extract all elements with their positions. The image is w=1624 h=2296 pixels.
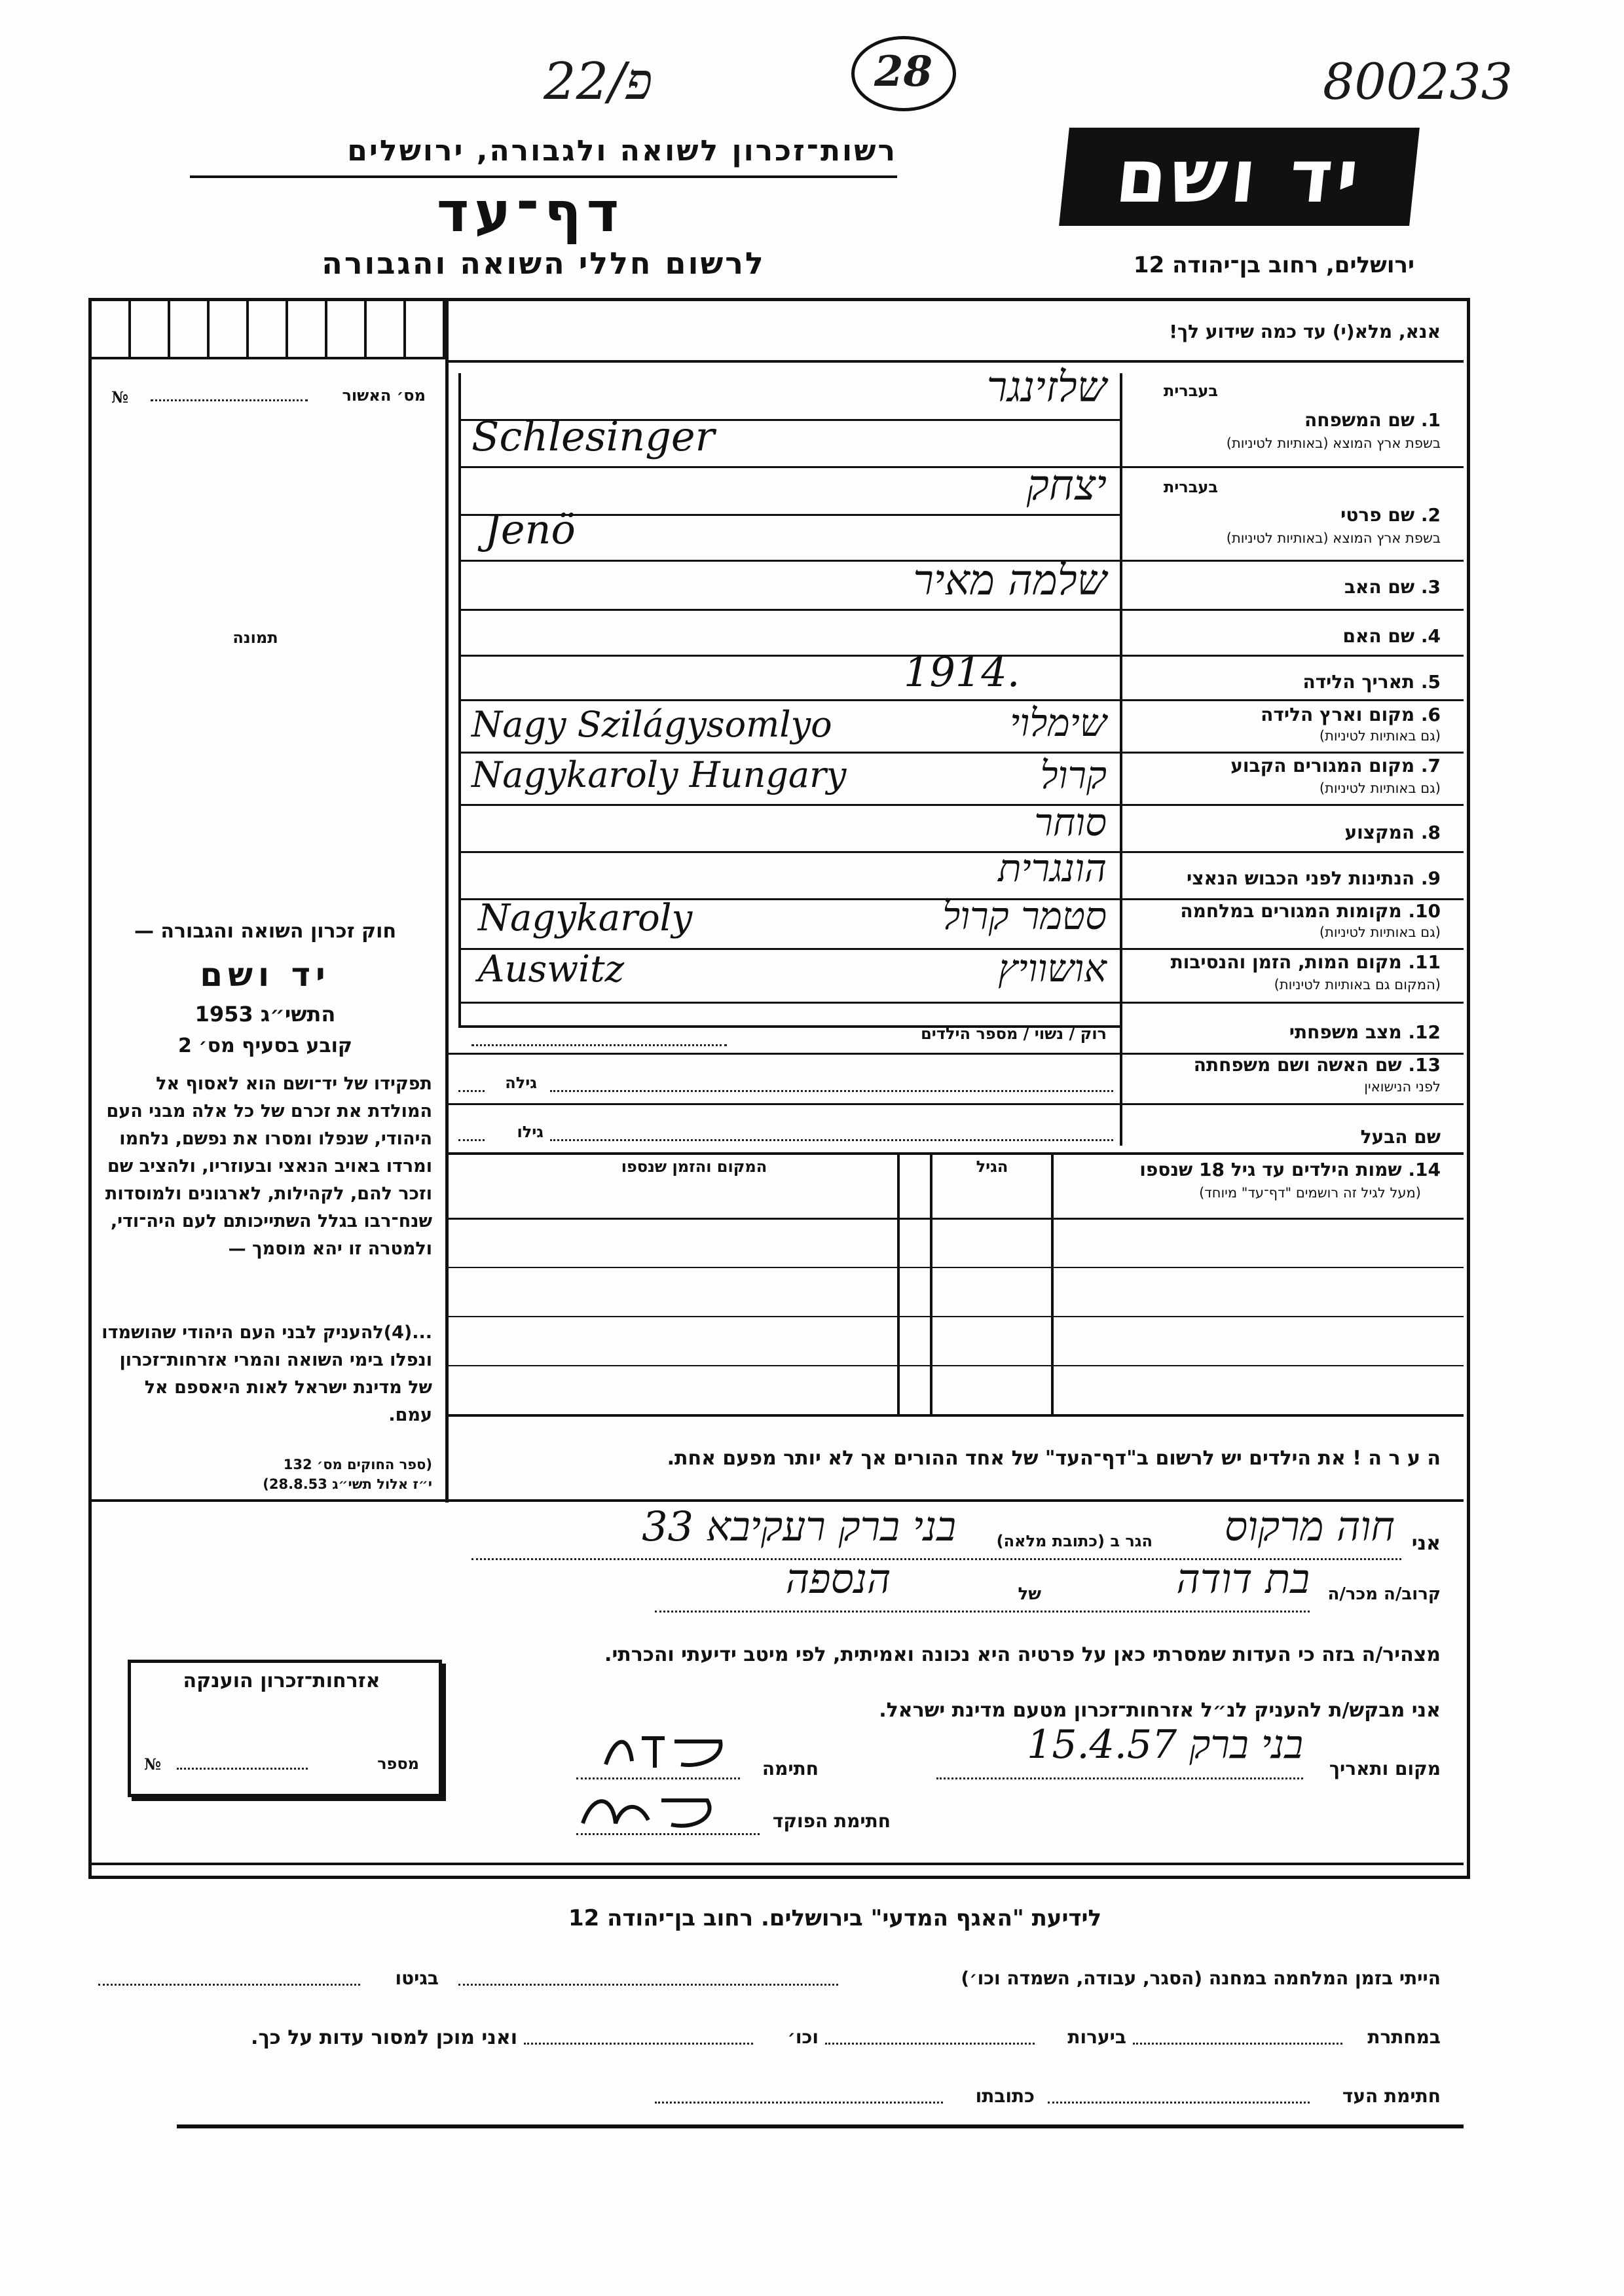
bottom-heading: לידיעת "האגף המדעי" בירושלים. רחוב בן־יהודה 12 xyxy=(568,1905,1102,1931)
handwritten-ref: 22/פ xyxy=(544,52,653,111)
children-bottom xyxy=(449,1414,1464,1417)
citizenship-box xyxy=(128,1660,442,1797)
intro-text: אנא, מלא(י) עד כמה שידוע לך! xyxy=(1169,321,1441,342)
citizenship-number-dots xyxy=(177,1768,308,1770)
field-3-label xyxy=(1153,576,1441,598)
circled-number xyxy=(851,36,956,111)
row-11-end xyxy=(461,1002,1464,1004)
intro-rule xyxy=(449,360,1464,363)
field-7-num: 7. xyxy=(1420,755,1441,776)
citizenship-number-label: מספר xyxy=(377,1755,419,1773)
officer-signature-mark xyxy=(576,1784,740,1836)
law-title: חוק זכרון השואה והגבורה — xyxy=(134,920,397,943)
field-5-num: 5. xyxy=(1420,671,1441,693)
law-name: יד ושם xyxy=(200,956,331,994)
field-11-value-lat[interactable]: Auswitz xyxy=(478,948,625,991)
children-col-div-2 xyxy=(930,1152,932,1414)
field-9-label xyxy=(1153,867,1441,889)
field-10-value-he[interactable]: סטמר קרול xyxy=(942,894,1107,938)
field-1-text: שם המשפחה xyxy=(1304,409,1415,431)
in-hebrew-1: בעברית xyxy=(1163,382,1218,400)
field-3-value[interactable]: שלמה מאיר xyxy=(913,556,1107,605)
field-5-text: תאריך הלידה xyxy=(1302,671,1415,693)
field-7-value-lat[interactable]: Nagykaroly Hungary xyxy=(471,754,847,795)
children-row-3 xyxy=(449,1365,1464,1366)
label-column-divider xyxy=(1120,373,1122,1146)
approval-tick-boxes xyxy=(92,301,445,359)
field-6-value-he[interactable]: שימלוי xyxy=(1010,701,1107,745)
field-2-value-he[interactable]: יצחק xyxy=(1026,462,1107,510)
children-row-1 xyxy=(449,1267,1464,1268)
witness-sig-dots xyxy=(1048,2102,1310,2104)
children-sub: (מעל לגיל זה רושמים "דף־עד" מיוחד) xyxy=(1199,1185,1421,1201)
age-label-husband: גילו xyxy=(517,1123,544,1141)
row-3-end xyxy=(461,609,1464,611)
declare-text: מצהיר/ה בזה כי העדות שמסרתי כאן על פרטיה היא נכונה ואמיתית, לפי מיטב ידיעתי והכרתי. xyxy=(604,1643,1441,1666)
bottom-frame-edge xyxy=(177,2124,1464,2128)
handwritten-number: 800233 xyxy=(1323,52,1513,111)
field-8-value[interactable]: סוחר xyxy=(1034,800,1107,845)
row-13-end xyxy=(449,1103,1464,1105)
forests-dots xyxy=(825,2043,1035,2045)
field-9-value[interactable]: הונגרית xyxy=(998,846,1107,890)
law-ref-1: (ספר החוקים מס׳ 132 xyxy=(283,1457,432,1472)
law-body: תפקידו של יד־ושם הוא לאסוף אל המולדת את זכרם של כל אלה מבני העם היהודי, שנפלו ומסרו את נפשם, נלחמו ומרדו באויב הנאצי ובעוזריו, ולהציב שם וזכר להם, לקהילות, לארגונים ולמוסדות שנח־רבו בגלל השתייכותם לעם היה־ודי, ולמטרה זו יהא מוסמך — xyxy=(105,1074,432,1259)
etc-label: וכו׳ xyxy=(787,2026,819,2048)
law-year: התשי״ג 1953 xyxy=(194,1002,336,1027)
field-6-num: 6. xyxy=(1420,704,1441,725)
field-10-num: 10. xyxy=(1408,900,1441,922)
signature-dots xyxy=(576,1777,740,1779)
law-ref-2: י״ז אלול תשי״ג 28.8.53) xyxy=(263,1476,432,1492)
resides-label: הגר ב (כתובת מלאה) xyxy=(996,1532,1153,1550)
field-3-num: 3. xyxy=(1420,576,1441,598)
relation-value-2[interactable]: הנספה xyxy=(785,1555,891,1603)
husband-label: שם הבעל xyxy=(1360,1126,1441,1148)
signature-mark xyxy=(602,1728,727,1774)
field-1-sub: בשפת ארץ המוצא (באותיות לטיניות) xyxy=(1226,435,1441,451)
underground-label: במחתרת xyxy=(1367,2026,1441,2048)
law-body-2: ...(4)להעניק לבני העם היהודי שהושמדו ונפלו בימי השואה והמרי אזרחות־זכרון של מדינת ישראל לאות היאספם אל עמם. xyxy=(101,1322,432,1425)
field-6-text: מקום וארץ הלידה xyxy=(1261,704,1415,725)
field-11-text: מקום המות, הזמן והנסיבות xyxy=(1170,951,1402,973)
address-header: ירושלים, רחוב בן־יהודה 12 xyxy=(1133,252,1414,278)
field-9-num: 9. xyxy=(1420,867,1441,889)
field-7-label xyxy=(1153,755,1441,776)
yad-vashem-logo xyxy=(1059,128,1420,226)
citizenship-title: אזרחות־זכרון הוענקה xyxy=(183,1669,380,1692)
field-11-value-he[interactable]: אושוויץ xyxy=(998,946,1107,991)
field-8-label xyxy=(1153,822,1441,843)
row-6-end xyxy=(461,752,1464,754)
approval-label: מס׳ האשור xyxy=(342,386,426,405)
relation-label: קרוב/ה מכר/ה xyxy=(1327,1584,1441,1604)
approval-dots xyxy=(151,399,308,401)
field-7-value-he[interactable]: קרול xyxy=(1040,753,1107,797)
field-2-value-lat[interactable]: Jenö xyxy=(485,505,576,553)
field-12-label xyxy=(1153,1021,1441,1043)
address-dots xyxy=(655,2102,943,2104)
field-10-sub: (גם באותיות לטיניות) xyxy=(1319,924,1441,940)
field-13-text: שם האשה ושם משפחתה xyxy=(1193,1054,1402,1076)
forests-label: ביערות xyxy=(1067,2026,1126,2048)
address-label: כתובתו xyxy=(975,2085,1035,2107)
ready-label: ואני מוכן למסור עדות על כך. xyxy=(251,2026,517,2049)
etc-dots xyxy=(524,2043,753,2045)
field-13-label xyxy=(1153,1054,1441,1076)
age-label-wife: גילה xyxy=(505,1074,537,1092)
row-5-end xyxy=(461,699,1464,701)
children-title xyxy=(1048,1159,1441,1180)
in-hebrew-2: בעברית xyxy=(1163,478,1218,496)
field-10-label xyxy=(1153,900,1441,922)
field-13-num: 13. xyxy=(1408,1054,1441,1076)
field-7-text: מקום המגורים הקבוע xyxy=(1230,755,1415,776)
underground-dots xyxy=(1133,2043,1342,2045)
field-12-text: מצב משפחתי xyxy=(1289,1021,1402,1043)
circled-number-text: 28 xyxy=(874,47,933,96)
photo-label: תמונה xyxy=(232,629,278,647)
form-title: דף־עד xyxy=(436,180,625,244)
husband-name-dots xyxy=(550,1139,1113,1141)
field-11-sub: (המקום גם באותיות לטיניות) xyxy=(1274,977,1441,993)
field-1-value-he[interactable]: שלזינגר xyxy=(986,363,1107,412)
place-date-dots xyxy=(936,1777,1303,1779)
children-col-div-1 xyxy=(1051,1152,1054,1414)
left-column-divider xyxy=(445,298,449,1503)
field-5-value[interactable]: 1914. xyxy=(904,648,1020,696)
children-header-rule xyxy=(449,1218,1464,1220)
authority-line: רשות־זכרון לשואה ולגבורה, ירושלים xyxy=(347,134,897,168)
officer-sig-label: חתימת הפוקד xyxy=(772,1810,891,1832)
wife-name-dots xyxy=(550,1090,1113,1092)
field-10-text: מקומות המגורים במלחמה xyxy=(1180,900,1402,922)
marital-options[interactable]: רוק / נשוי / מספר הילדים xyxy=(921,1025,1107,1043)
field-11-num: 11. xyxy=(1408,951,1441,973)
declarant-name[interactable]: חוה מרקוס xyxy=(1224,1503,1395,1550)
ghetto-label: בגיטו xyxy=(395,1967,439,1989)
field-8-text: המקצוע xyxy=(1344,822,1415,843)
field-4-text: שם האם xyxy=(1342,625,1415,647)
field-7-sub: (גם באותיות לטיניות) xyxy=(1319,780,1441,796)
place-date-label: מקום ותאריך xyxy=(1329,1758,1441,1779)
field-1-value-lat[interactable]: Schlesinger xyxy=(471,412,715,460)
logo-text: יד ושם xyxy=(1112,134,1367,219)
field-2-text: שם פרטי xyxy=(1340,504,1415,526)
ghetto-dots xyxy=(98,1984,360,1986)
ani-label: אני xyxy=(1411,1532,1441,1555)
age-dots-husband xyxy=(458,1139,485,1141)
field-10-value-lat[interactable]: Nagykaroly xyxy=(478,897,693,939)
field-5-label xyxy=(1153,671,1441,693)
left-column-bottom xyxy=(92,1499,449,1502)
field-6-label xyxy=(1153,704,1441,725)
field-2-label xyxy=(1153,504,1441,526)
field-6-sub: (גם באותיות לטיניות) xyxy=(1319,728,1441,744)
shel-label: של xyxy=(1018,1584,1041,1604)
citizenship-no: № xyxy=(144,1755,162,1774)
form-subtitle: לרשום חללי השואה והגבורה xyxy=(322,246,766,281)
field-1-num: 1. xyxy=(1420,409,1441,431)
field-3-text: שם האב xyxy=(1344,576,1415,598)
field-4-label xyxy=(1153,625,1441,647)
children-col-div-3 xyxy=(897,1152,900,1414)
place-date-value[interactable]: בני ברק 15.4.57 xyxy=(1027,1722,1303,1768)
note-rule xyxy=(449,1499,1464,1502)
declarant-line-2 xyxy=(655,1611,1310,1613)
request-text: אני מבקש/ת להעניק לנ״ל אזרחות־זכרון מטעם מדינת ישראל. xyxy=(879,1699,1441,1722)
relation-value[interactable]: בת דודה xyxy=(1176,1555,1310,1603)
field-13-sub: לפני הנישואין xyxy=(1364,1079,1441,1095)
field-2-num: 2. xyxy=(1420,504,1441,526)
law-clause: קובע בסעיף מס׳ 2 xyxy=(177,1034,353,1057)
age-dots-wife xyxy=(458,1090,485,1092)
row-husband-end xyxy=(449,1152,1464,1155)
officer-sig-dots xyxy=(576,1833,760,1835)
approval-no: № xyxy=(111,388,129,407)
field-1-label xyxy=(1153,409,1441,431)
field-6-value-lat[interactable]: Nagy Szilágysomlyo xyxy=(471,704,832,745)
field-2-sub: בשפת ארץ המוצא (באותיות לטיניות) xyxy=(1226,530,1441,546)
field-12-num: 12. xyxy=(1408,1021,1441,1043)
field-8-num: 8. xyxy=(1420,822,1441,843)
marital-dots xyxy=(471,1044,727,1046)
camp-line-label: הייתי בזמן המלחמה במחנה (הסגר, עבודה, השמדה וכו׳) xyxy=(961,1967,1441,1989)
field-9-text: הנתינות לפני הכבוש הנאצי xyxy=(1187,867,1415,889)
field-4-num: 4. xyxy=(1420,625,1441,647)
note-text: ה ע ר ה ! את הילדים יש לרשום ב"דף־העד" של אחד ההורים אך לא יותר מפעם אחת. xyxy=(667,1447,1441,1470)
col-age-header: הגיל xyxy=(976,1157,1008,1176)
declarant-address[interactable]: בני ברק רעקיבא 33 xyxy=(642,1503,956,1550)
authority-rule xyxy=(190,175,897,178)
field-11-label xyxy=(1153,951,1441,973)
bottom-separator xyxy=(92,1863,1464,1865)
camp-dots xyxy=(458,1984,838,1986)
witness-sig-label: חתימת העד xyxy=(1342,2085,1441,2107)
children-row-2 xyxy=(449,1316,1464,1317)
signature-label: חתימה xyxy=(762,1758,819,1779)
col-place-header: המקום והזמן שנספו xyxy=(621,1157,767,1176)
children-title-text: שמות הילדים עד גיל 18 שנספו xyxy=(1139,1159,1402,1180)
children-num: 14. xyxy=(1408,1159,1441,1180)
